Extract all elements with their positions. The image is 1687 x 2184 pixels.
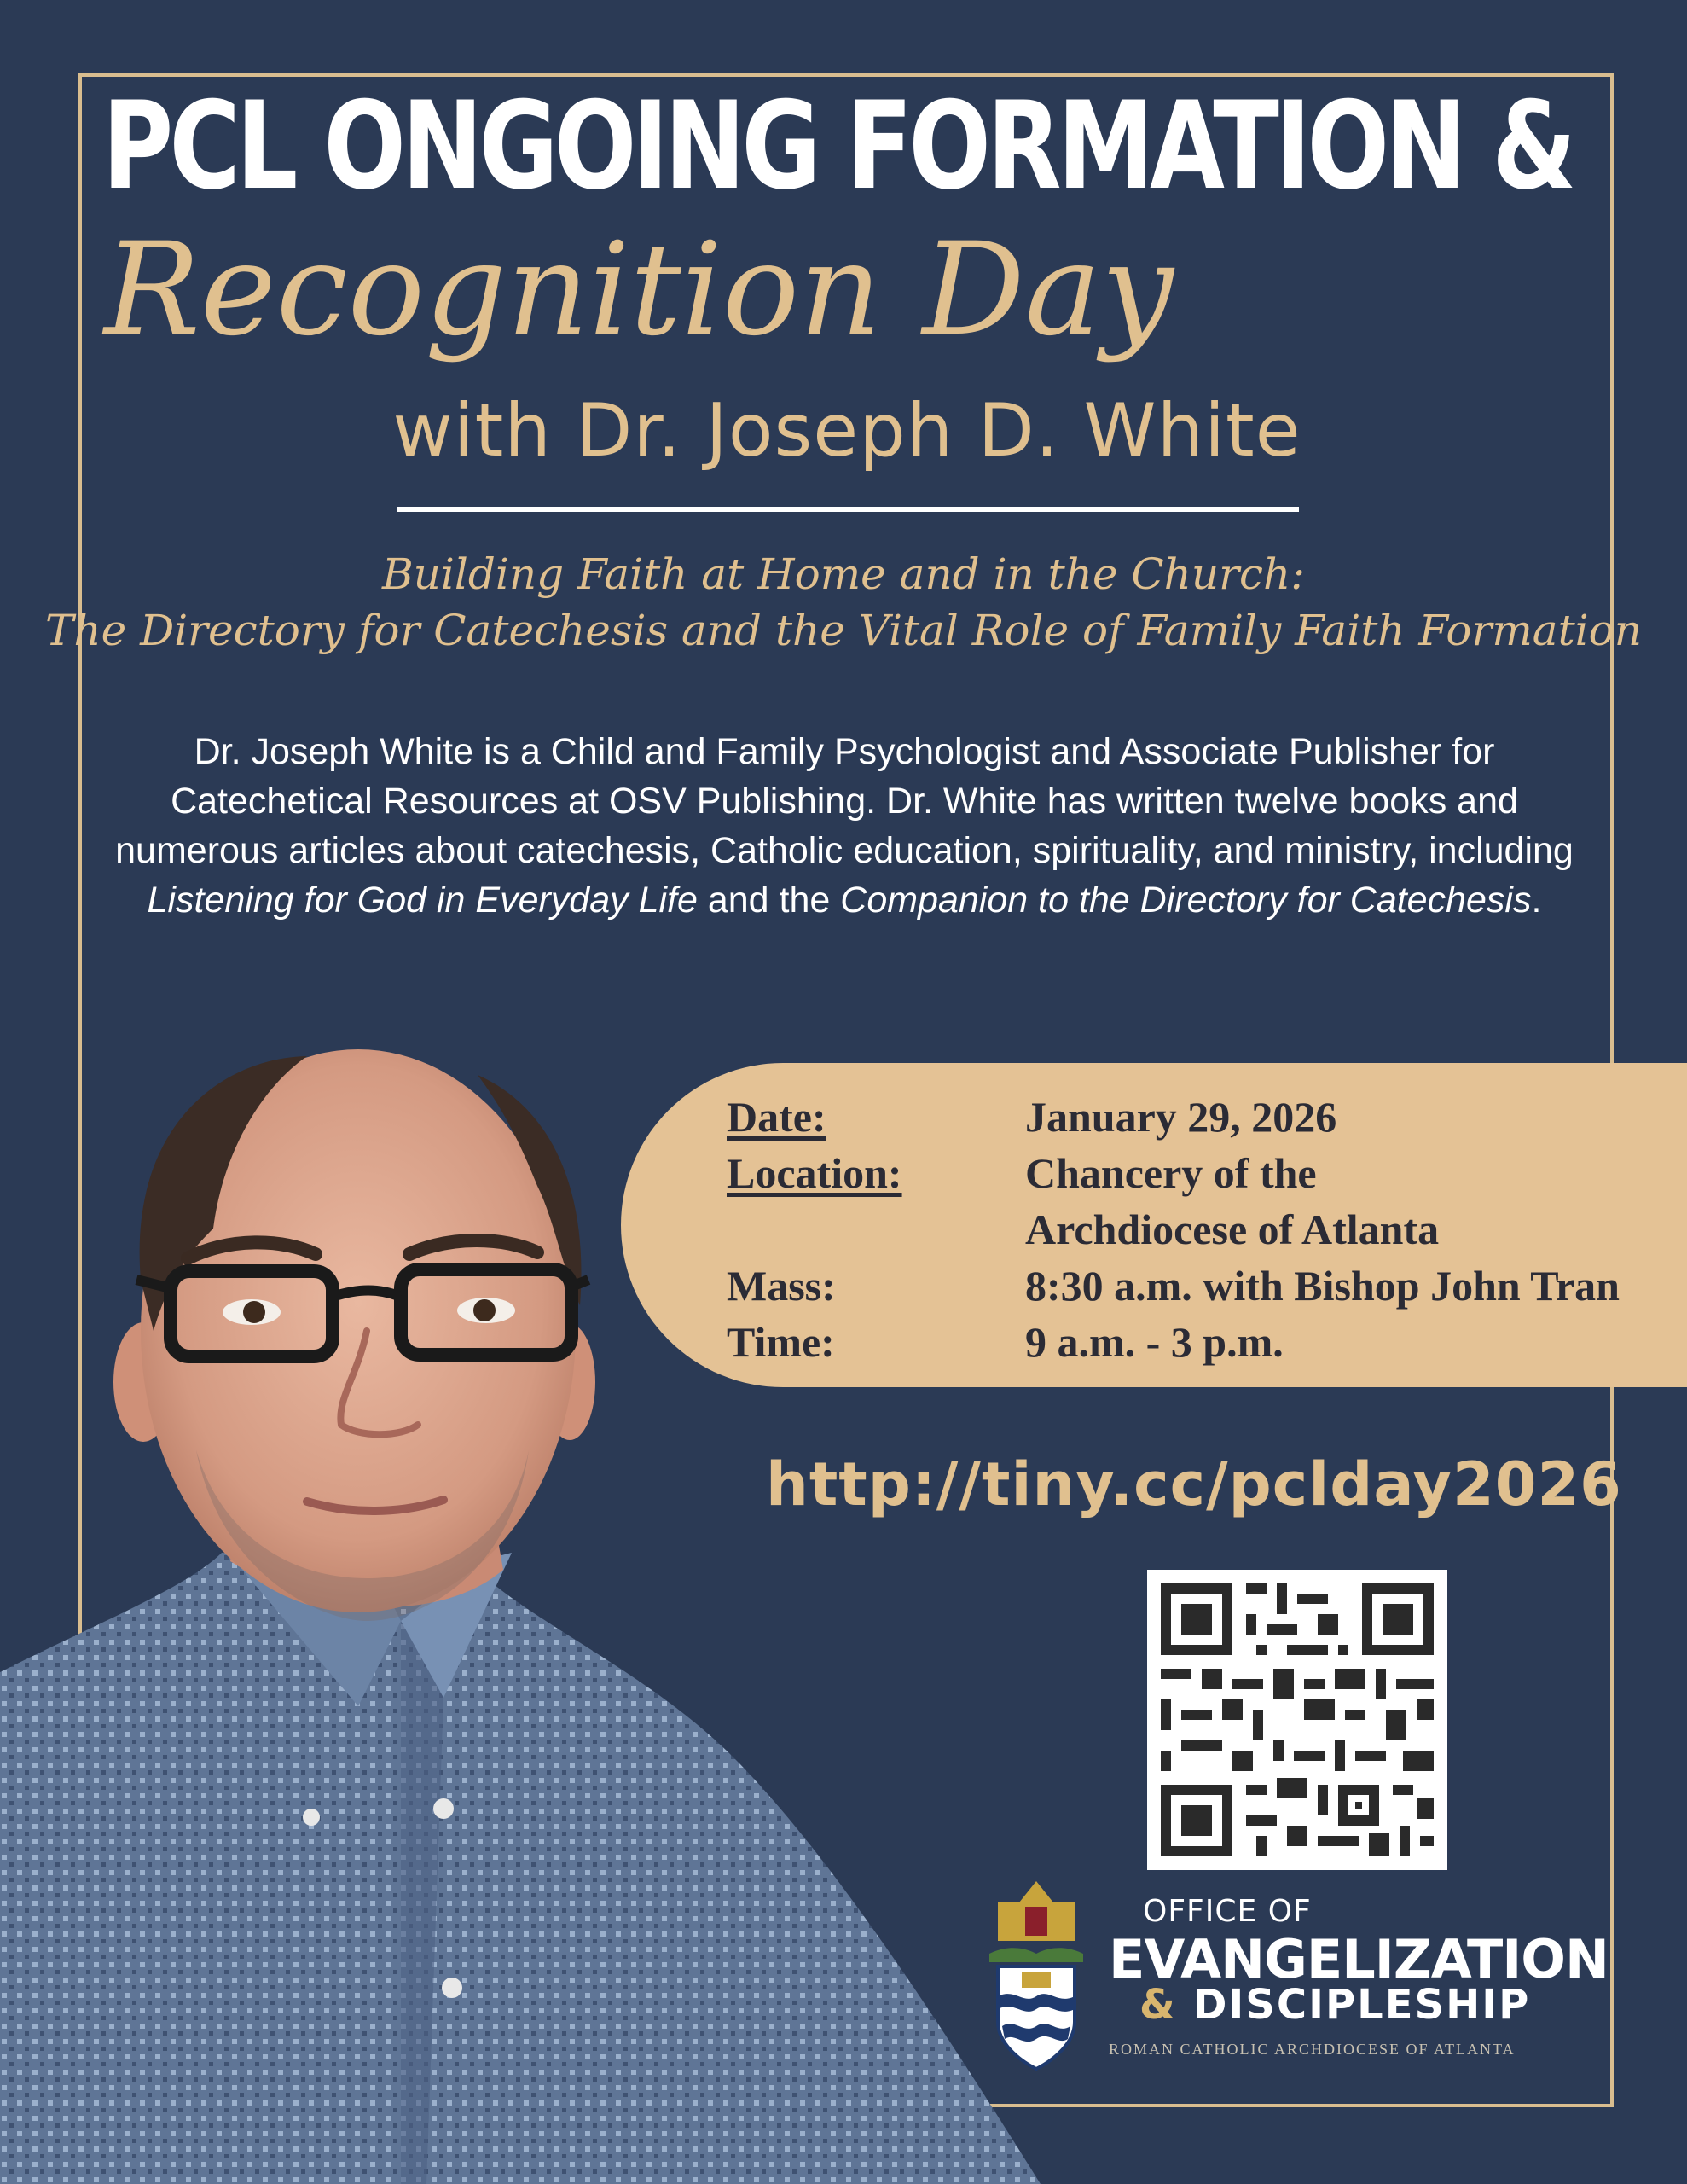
- title-script: Recognition Day: [104, 216, 1174, 364]
- archdiocese-text: ROMAN CATHOLIC ARCHDIOCESE OF ATLANTA: [1109, 2041, 1516, 2058]
- qr-code[interactable]: [1147, 1570, 1447, 1870]
- location-value-line-2: Archdiocese of Atlanta: [1025, 1205, 1440, 1253]
- date-value: January 29, 2026: [1025, 1093, 1337, 1141]
- bio-part-2: and the: [697, 880, 841, 921]
- subtitle-line-1: Building Faith at Home and in the Church:: [381, 549, 1306, 599]
- location-value-line-1: Chancery of the: [1025, 1149, 1317, 1197]
- time-label: Time:: [727, 1318, 835, 1366]
- title-main: PCL ONGOING FORMATION &: [102, 76, 1573, 217]
- office-of-text: OFFICE OF: [1143, 1894, 1312, 1929]
- presenter-line: [0, 384, 1687, 478]
- evangelization-text: EVANGELIZATION: [1109, 1928, 1609, 1990]
- bio-part-1: Dr. Joseph White is a Child and Family Psychologist and Associate Publisher for Catechetical Resources at OSV Publishing. Dr. White has written twelve books and numerous articles about catechesis, Catholic education, spirituality, and ministry, including: [115, 731, 1574, 871]
- ampersand-text: &: [1139, 1981, 1177, 2029]
- discipleship-word: DISCIPLESHIP: [1192, 1981, 1531, 2029]
- location-label: Location:: [727, 1149, 902, 1197]
- mass-value: 8:30 a.m. with Bishop John Tran: [1025, 1262, 1620, 1310]
- archdiocese-crest-icon: [972, 1877, 1100, 2073]
- speaker-bio: [111, 727, 1578, 925]
- bio-part-3: .: [1531, 880, 1542, 921]
- presenter-text: with Dr. Joseph D. White: [392, 388, 1301, 473]
- mass-label: Mass:: [727, 1262, 836, 1310]
- registration-link[interactable]: http://tiny.cc/pclday2026: [766, 1449, 1622, 1519]
- divider-rule: [397, 507, 1299, 512]
- bio-book-1: Listening for God in Everyday Life: [147, 880, 698, 921]
- bio-book-2: Companion to the Directory for Catechesis: [840, 880, 1532, 921]
- time-value: 9 a.m. - 3 p.m.: [1025, 1318, 1284, 1366]
- date-label: Date:: [727, 1093, 826, 1141]
- discipleship-text: [1139, 1981, 1530, 2029]
- subtitle-line-2: The Directory for Catechesis and the Vital Role of Family Faith Formation: [45, 606, 1642, 655]
- office-logo: [972, 1877, 1609, 2073]
- session-subtitle: [0, 546, 1687, 659]
